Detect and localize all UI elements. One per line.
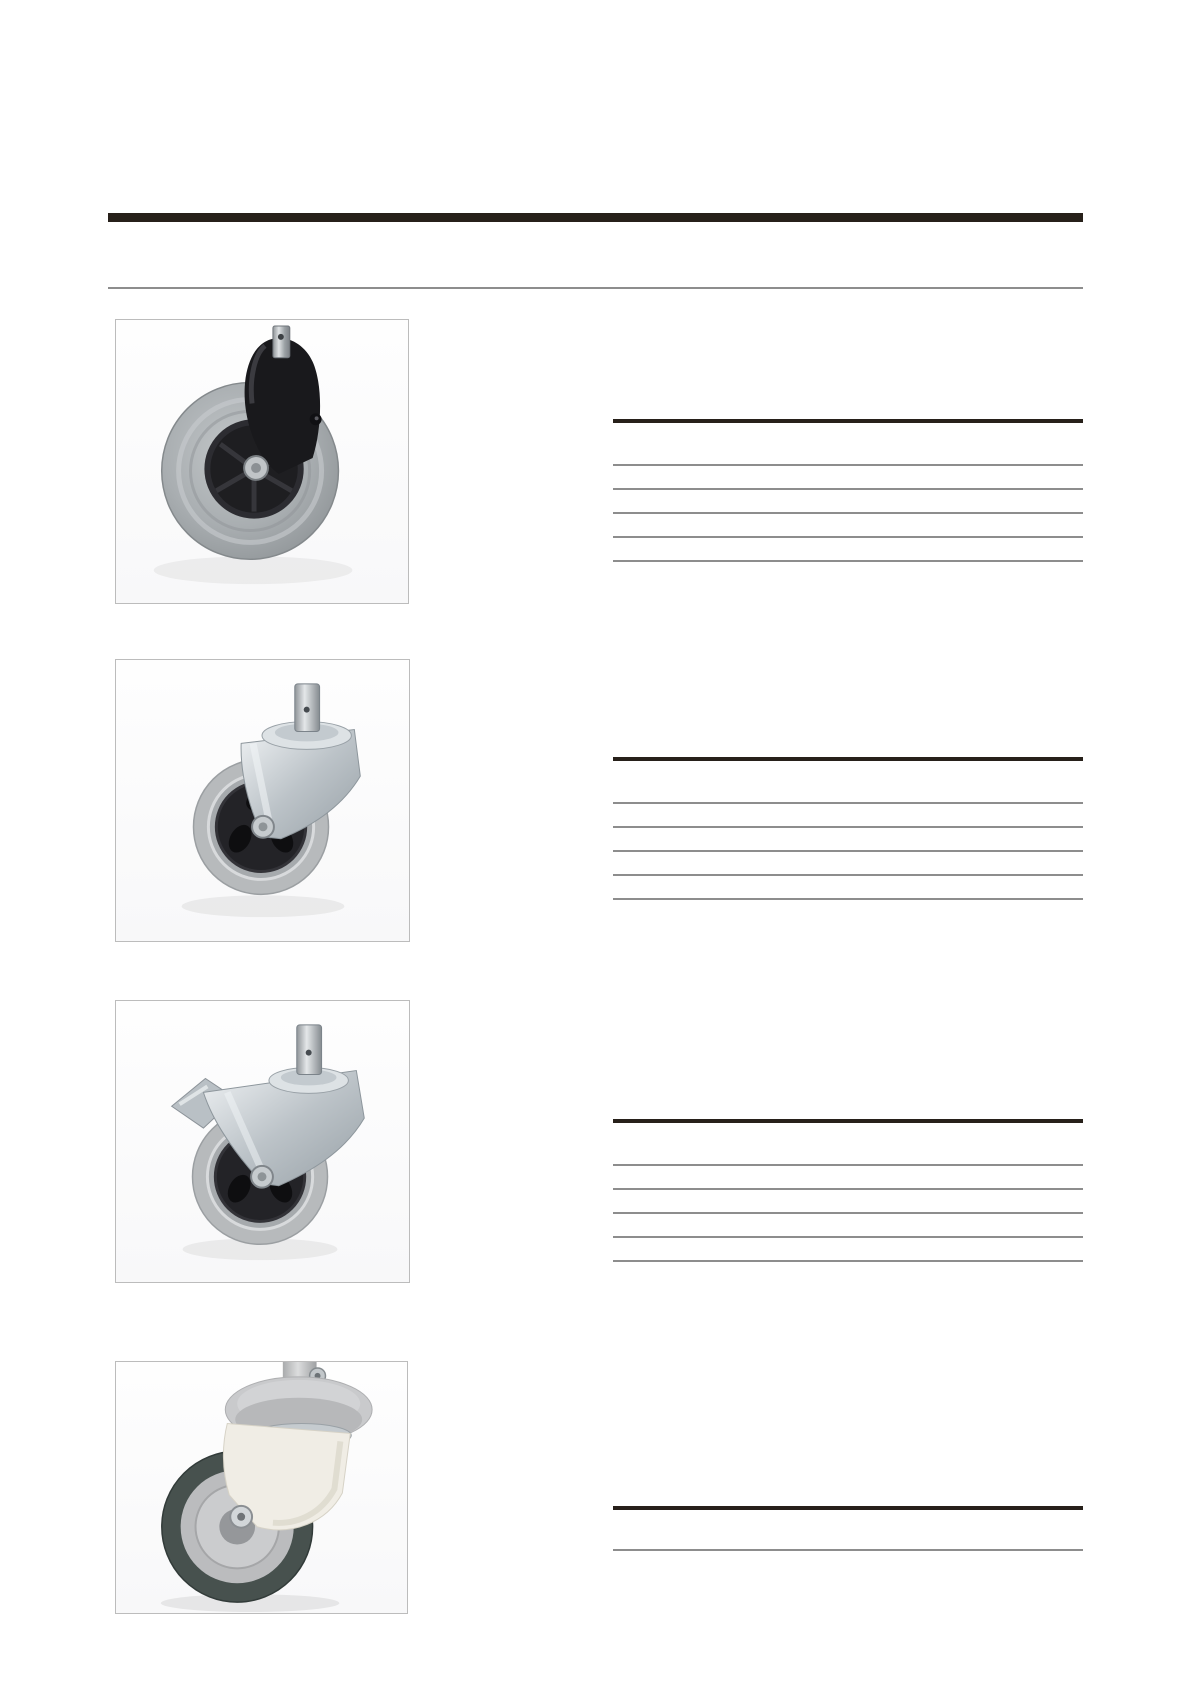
table-rule	[613, 802, 1083, 804]
table-header-rule	[613, 419, 1083, 423]
table-header-rule	[613, 1119, 1083, 1123]
stem	[273, 326, 290, 358]
product-photo-box	[115, 1361, 408, 1614]
castor-photo-zinc-fork	[116, 660, 409, 941]
table-rule	[613, 826, 1083, 828]
stem	[262, 684, 351, 750]
product-photo-box	[115, 659, 410, 942]
table-rule	[613, 850, 1083, 852]
table-rule	[613, 464, 1083, 466]
table-rule	[613, 488, 1083, 490]
castor-photo-hooded	[116, 1362, 407, 1613]
table-header-rule	[613, 757, 1083, 761]
table-rule	[613, 536, 1083, 538]
product-photo-box	[115, 319, 409, 604]
stem	[269, 1025, 348, 1094]
table-rule	[613, 1164, 1083, 1166]
spec-table	[613, 757, 1083, 902]
table-rule	[613, 898, 1083, 900]
table-rule	[613, 1260, 1083, 1262]
table-rule	[613, 874, 1083, 876]
fork	[223, 1424, 350, 1530]
table-rule	[613, 1549, 1083, 1551]
header-thick-bar	[108, 213, 1083, 222]
table-rule	[613, 512, 1083, 514]
product-photo-box	[115, 1000, 410, 1283]
table-header-rule	[613, 1506, 1083, 1510]
table-rule	[613, 1212, 1083, 1214]
table-rule	[613, 1188, 1083, 1190]
spec-table	[613, 1119, 1083, 1264]
fork	[244, 338, 321, 480]
castor-photo-black-fork	[116, 320, 408, 603]
header-thin-rule	[108, 287, 1083, 289]
spec-table	[613, 1506, 1083, 1553]
spec-table	[613, 419, 1083, 564]
table-rule	[613, 1236, 1083, 1238]
castor-photo-brake	[116, 1001, 409, 1282]
table-rule	[613, 560, 1083, 562]
